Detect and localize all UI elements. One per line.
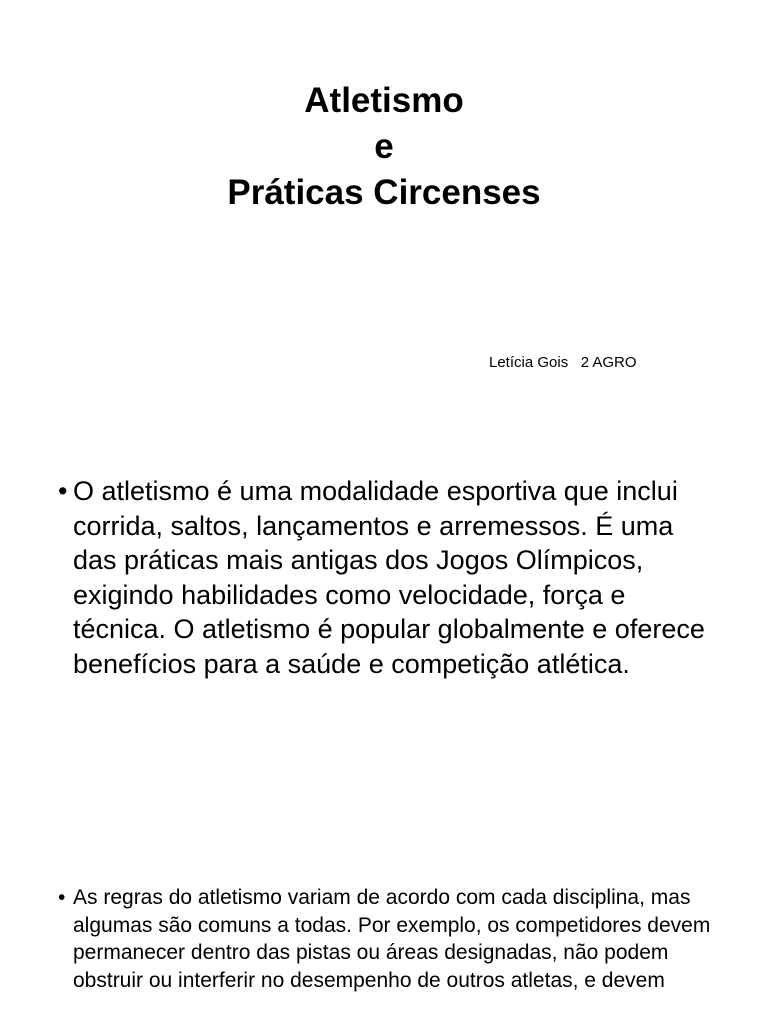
bullet-text: As regras do atletismo variam de acordo com cada disciplina, mas algumas são comuns a todas. Por exemplo, os competidores devem permanecer dentro das pistas ou áreas designadas, não podem obstruir ou interferir no desempenho de outros atletas, e devem	[73, 886, 711, 992]
bullet-marker: •	[58, 476, 68, 506]
bullet-item-athletics-definition	[58, 474, 718, 682]
slide-title	[0, 78, 768, 216]
title-line-2: e	[374, 127, 394, 166]
title-line-3: Práticas Circenses	[227, 173, 541, 212]
bullet-marker: •	[58, 886, 66, 909]
author-label: Letícia Gois 2 AGRO	[489, 354, 637, 371]
bullet-text: O atletismo é uma modalidade esportiva que inclui corrida, saltos, lançamentos e arremessos. É uma das práticas mais antigas dos Jogos Olímpicos, exigindo habilidades como velocidade, força e técnica. O atletismo é popular globalmente e oferece benefícios para a saúde e competição atlética.	[73, 476, 705, 679]
bullet-item-athletics-rules	[58, 884, 718, 994]
title-line-1: Atletismo	[304, 81, 464, 120]
